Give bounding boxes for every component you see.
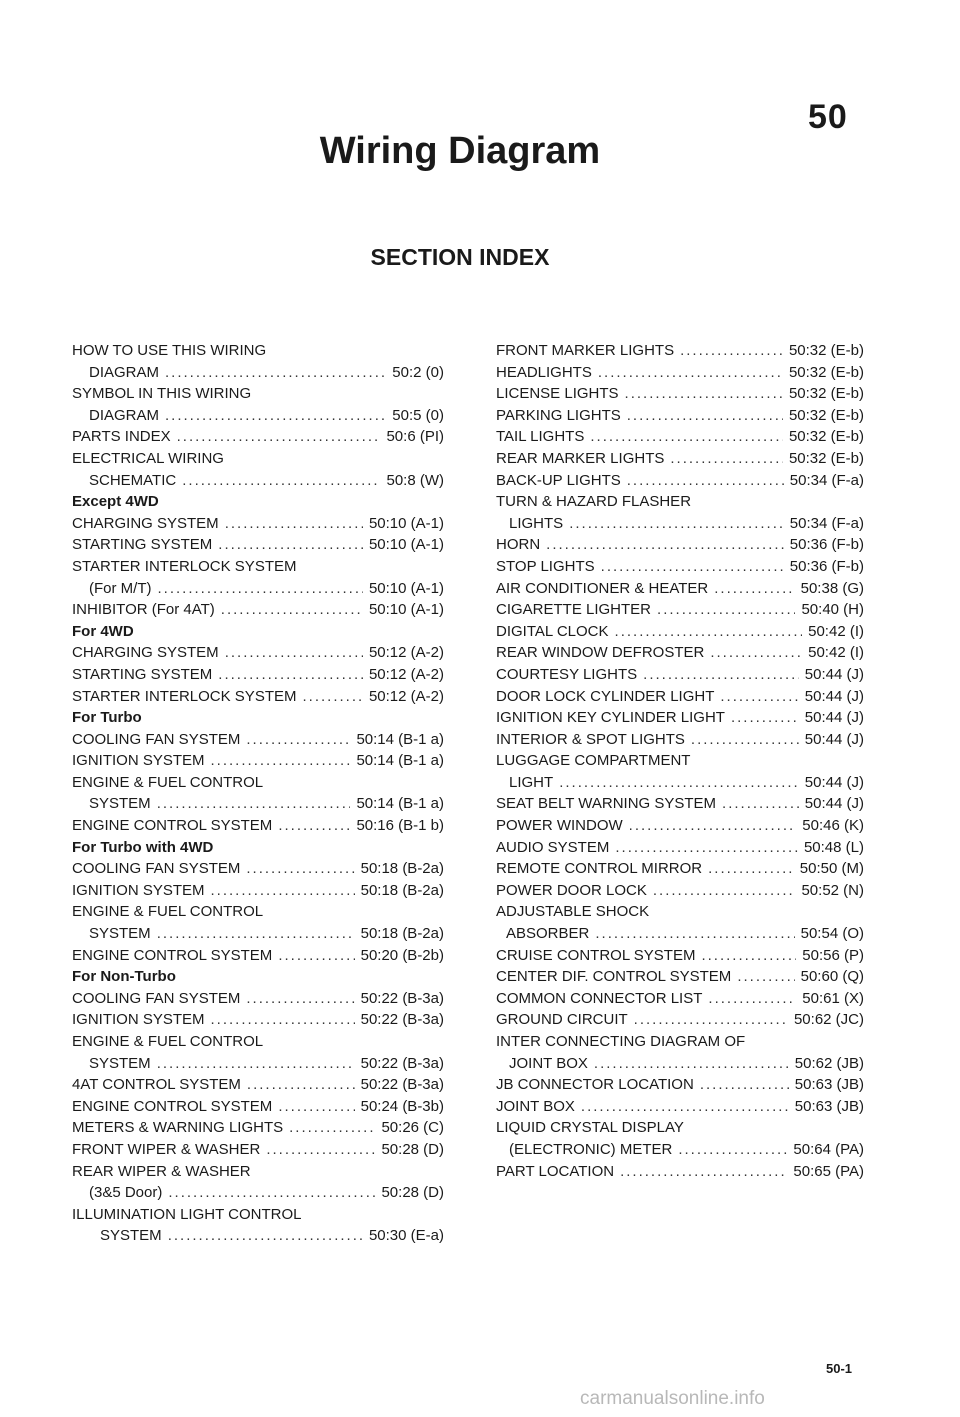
index-entry-label: AIR CONDITIONER & HEATER (496, 579, 709, 597)
index-entry-label: BACK-UP LIGHTS (496, 471, 621, 489)
dot-leader (168, 1182, 375, 1204)
index-entry (496, 362, 864, 384)
index-entry-page-ref: 50:38 (G) (800, 579, 864, 597)
index-group-heading (72, 837, 444, 859)
index-entry (72, 880, 444, 902)
index-entry (72, 405, 444, 427)
index-entry-label: GROUND CIRCUIT (496, 1011, 628, 1029)
index-entry-label: STARTING SYSTEM (72, 665, 213, 683)
index-entry-label: For Non-Turbo (72, 968, 176, 986)
index-entry-page-ref: 50:22 (B-3a) (360, 1076, 444, 1094)
index-entry (496, 621, 864, 643)
index-entry (72, 383, 444, 405)
index-entry (496, 1161, 864, 1183)
index-entry-label: POWER DOOR LOCK (496, 881, 647, 899)
index-entry (496, 988, 864, 1010)
index-entry-label: REAR MARKER LIGHTS (496, 449, 665, 467)
dot-leader (177, 426, 381, 448)
dot-leader (708, 858, 794, 880)
dot-leader (629, 815, 797, 837)
index-entry (496, 664, 864, 686)
index-entry-page-ref: 50:48 (L) (803, 838, 864, 856)
index-entry-label: LICENSE LIGHTS (496, 385, 619, 403)
index-entry-label: IGNITION SYSTEM (72, 1011, 205, 1029)
index-entry-label: SYSTEM (89, 1054, 151, 1072)
index-entry-label: ENGINE CONTROL SYSTEM (72, 817, 273, 835)
index-entry (496, 578, 864, 600)
dot-leader (246, 858, 354, 880)
index-entry-label: JOINT BOX (509, 1054, 588, 1072)
index-entry (72, 1117, 444, 1139)
index-entry (496, 513, 864, 535)
index-entry-label: IGNITION KEY CYLINDER LIGHT (496, 709, 725, 727)
index-entry-page-ref: 50:44 (J) (804, 773, 864, 791)
dot-leader (720, 686, 798, 708)
dot-leader (594, 1053, 789, 1075)
index-entry-page-ref: 50:50 (M) (799, 860, 864, 878)
index-entry (496, 729, 864, 751)
index-entry-label: ENGINE & FUEL CONTROL (72, 1033, 264, 1050)
index-entry-label: SYSTEM (89, 795, 151, 813)
index-entry-page-ref: 50:56 (P) (802, 946, 864, 964)
index-entry-label: CRUISE CONTROL SYSTEM (496, 946, 696, 964)
index-entry-label: JB CONNECTOR LOCATION (496, 1076, 694, 1094)
dot-leader (247, 1074, 355, 1096)
index-entry (496, 599, 864, 621)
dot-leader (657, 599, 795, 621)
index-entry-page-ref: 50:40 (H) (801, 601, 864, 619)
index-entry-page-ref: 50:18 (B-2a) (360, 925, 444, 943)
index-entry-page-ref: 50:12 (A-2) (368, 687, 444, 705)
index-entry (72, 1074, 444, 1096)
index-entry (496, 448, 864, 470)
dot-leader (168, 1225, 363, 1247)
index-entry (496, 1139, 864, 1161)
index-entry-label: Except 4WD (72, 493, 159, 511)
index-entry (72, 556, 444, 578)
index-entry (496, 966, 864, 988)
dot-leader (581, 1096, 789, 1118)
index-entry (72, 1053, 444, 1075)
index-entry-page-ref: 50:5 (0) (392, 406, 444, 424)
page-footer-number: 50-1 (826, 1361, 853, 1376)
index-entry-page-ref: 50:54 (O) (800, 925, 864, 943)
dot-leader (157, 793, 351, 815)
dot-leader (218, 664, 363, 686)
dot-leader (620, 1161, 787, 1183)
index-entry (72, 923, 444, 945)
index-entry-label: REAR WINDOW DEFROSTER (496, 644, 705, 662)
index-entry (72, 426, 444, 448)
index-entry-label: For Turbo with 4WD (72, 838, 214, 856)
index-entry-page-ref: 50:32 (E-b) (788, 363, 864, 381)
dot-leader (615, 621, 803, 643)
index-entry-label: INTER CONNECTING DIAGRAM OF (496, 1033, 746, 1050)
index-entry-label: DIGITAL CLOCK (496, 622, 609, 640)
index-entry-label: SYSTEM (100, 1227, 162, 1245)
index-entry-page-ref: 50:42 (I) (808, 644, 864, 662)
dot-leader (289, 1117, 375, 1139)
dot-leader (211, 1009, 355, 1031)
index-entry-page-ref: 50:52 (N) (801, 881, 864, 899)
index-entry-label: HORN (496, 536, 541, 554)
index-entry (496, 880, 864, 902)
index-entry-page-ref: 50:42 (I) (808, 622, 864, 640)
index-entry-page-ref: 50:18 (B-2a) (360, 881, 444, 899)
dot-leader (710, 642, 802, 664)
index-entry (496, 426, 864, 448)
index-entry-page-ref: 50:28 (D) (381, 1184, 444, 1202)
index-group-heading (72, 491, 444, 513)
index-entry-page-ref: 50:36 (F-b) (789, 557, 864, 575)
index-entry (72, 1204, 444, 1226)
index-entry-label: PART LOCATION (496, 1162, 615, 1180)
index-entry-label: STOP LIGHTS (496, 557, 595, 575)
index-entry-label: DIAGRAM (89, 406, 160, 424)
index-entry-page-ref: 50:36 (F-b) (789, 536, 864, 554)
index-entry (72, 1225, 444, 1247)
dot-leader (634, 1009, 788, 1031)
index-entry-label: (For M/T) (89, 579, 152, 597)
index-entry-label: IGNITION SYSTEM (72, 881, 205, 899)
index-entry-label: CHARGING SYSTEM (72, 644, 219, 662)
index-entry (496, 858, 864, 880)
index-entry-label: For Turbo (72, 709, 142, 727)
index-entry-label: HEADLIGHTS (496, 363, 592, 381)
dot-leader (700, 1074, 789, 1096)
index-entry-label: ENGINE CONTROL SYSTEM (72, 946, 273, 964)
index-entry (72, 1182, 444, 1204)
index-entry (496, 1053, 864, 1075)
index-entry (496, 945, 864, 967)
index-entry-page-ref: 50:65 (PA) (793, 1162, 864, 1180)
index-entry (496, 534, 864, 556)
index-entry-page-ref: 50:14 (B-1 a) (356, 795, 444, 813)
dot-leader (182, 470, 380, 492)
index-entry (72, 729, 444, 751)
dot-leader (266, 1139, 375, 1161)
index-entry (72, 1009, 444, 1031)
index-entry-page-ref: 50:20 (B-2b) (360, 946, 444, 964)
index-entry (72, 686, 444, 708)
index-entry-page-ref: 50:61 (X) (802, 989, 864, 1007)
index-entry (72, 988, 444, 1010)
index-entry (496, 837, 864, 859)
index-entry-label: LIGHT (509, 773, 554, 791)
index-entry-label: COOLING FAN SYSTEM (72, 730, 241, 748)
index-left-column (72, 340, 444, 1247)
index-entry (72, 1161, 444, 1183)
index-entry-label: SEAT BELT WARNING SYSTEM (496, 795, 717, 813)
watermark: carmanualsonline.info (580, 1388, 765, 1409)
index-entry (496, 383, 864, 405)
index-entry (72, 793, 444, 815)
dot-leader (278, 815, 350, 837)
index-entry-page-ref: 50:32 (E-b) (788, 428, 864, 446)
index-entry-label: ABSORBER (506, 925, 590, 943)
dot-leader (221, 599, 363, 621)
dot-leader (627, 470, 784, 492)
index-entry-label: LIGHTS (509, 514, 564, 532)
index-entry-label: FRONT WIPER & WASHER (72, 1140, 261, 1158)
index-entry-page-ref: 50:10 (A-1) (368, 579, 444, 597)
index-entry-page-ref: 50:34 (F-a) (789, 471, 864, 489)
index-entry (72, 1096, 444, 1118)
index-entry-label: AUDIO SYSTEM (496, 838, 610, 856)
index-entry-label: REMOTE CONTROL MIRROR (496, 860, 703, 878)
dot-leader (714, 578, 794, 600)
dot-leader (653, 880, 796, 902)
index-entry (72, 340, 444, 362)
dot-leader (165, 405, 386, 427)
index-entry-label: CHARGING SYSTEM (72, 514, 219, 532)
index-entry-page-ref: 50:62 (JC) (793, 1011, 864, 1029)
index-entry (496, 470, 864, 492)
dot-leader (625, 383, 783, 405)
index-entry-label: POWER WINDOW (496, 817, 623, 835)
dot-leader (278, 945, 354, 967)
index-entry (496, 405, 864, 427)
index-entry (72, 513, 444, 535)
index-entry-page-ref: 50:44 (J) (804, 730, 864, 748)
index-entry (72, 599, 444, 621)
index-group-heading (72, 621, 444, 643)
index-entry (496, 750, 864, 772)
index-entry-label: CENTER DIF. CONTROL SYSTEM (496, 968, 732, 986)
index-entry (72, 750, 444, 772)
index-entry-label: 4AT CONTROL SYSTEM (72, 1076, 241, 1094)
section-heading: SECTION INDEX (370, 244, 550, 270)
index-entry (72, 362, 444, 384)
dot-leader (225, 642, 363, 664)
index-entry-page-ref: 50:46 (K) (802, 817, 864, 835)
index-entry-label: ADJUSTABLE SHOCK (496, 903, 650, 921)
index-entry (72, 1031, 444, 1053)
index-entry (496, 1117, 864, 1139)
page-title: Wiring Diagram (319, 130, 601, 172)
index-entry (496, 793, 864, 815)
index-entry-label: ELECTRICAL WIRING (72, 449, 224, 467)
index-entry (496, 815, 864, 837)
dot-leader (590, 426, 783, 448)
index-entry (72, 772, 444, 794)
index-entry (496, 707, 864, 729)
index-entry-label: COOLING FAN SYSTEM (72, 989, 241, 1007)
index-entry-page-ref: 50:2 (0) (392, 363, 444, 381)
dot-leader (708, 988, 796, 1010)
index-entry-page-ref: 50:64 (PA) (793, 1140, 864, 1158)
index-entry-label: COURTESY LIGHTS (496, 665, 638, 683)
index-entry-page-ref: 50:24 (B-3b) (360, 1097, 444, 1115)
index-entry-label: SYSTEM (89, 925, 151, 943)
dot-leader (157, 923, 355, 945)
index-entry-label: TAIL LIGHTS (496, 428, 585, 446)
index-entry-label: COMMON CONNECTOR LIST (496, 989, 703, 1007)
index-entry-page-ref: 50:32 (E-b) (788, 385, 864, 403)
index-entry-page-ref: 50:34 (F-a) (789, 514, 864, 532)
index-entry-page-ref: 50:26 (C) (381, 1119, 444, 1137)
index-entry-label: HOW TO USE THIS WIRING (72, 342, 267, 359)
index-entry-label: FRONT MARKER LIGHTS (496, 342, 675, 359)
index-entry-page-ref: 50:12 (A-2) (368, 644, 444, 662)
index-entry-page-ref: 50:32 (E-b) (788, 406, 864, 424)
dot-leader (595, 923, 794, 945)
dot-leader (737, 966, 794, 988)
index-entry-page-ref: 50:14 (B-1 a) (356, 730, 444, 748)
dot-leader (569, 513, 784, 535)
index-entry-label: PARKING LIGHTS (496, 406, 621, 424)
dot-leader (731, 707, 799, 729)
index-entry-label: COOLING FAN SYSTEM (72, 860, 241, 878)
index-entry-page-ref: 50:32 (E-b) (788, 342, 864, 359)
index-entry-page-ref: 50:22 (B-3a) (360, 1054, 444, 1072)
index-entry-page-ref: 50:22 (B-3a) (360, 989, 444, 1007)
index-entry-page-ref: 50:62 (JB) (794, 1054, 864, 1072)
dot-leader (165, 362, 386, 384)
index-entry (72, 578, 444, 600)
index-entry-label: STARTING SYSTEM (72, 536, 213, 554)
index-entry (496, 1096, 864, 1118)
index-entry-label: ENGINE & FUEL CONTROL (72, 773, 264, 791)
index-entry-label: REAR WIPER & WASHER (72, 1162, 251, 1180)
index-group-heading (72, 707, 444, 729)
index-entry-page-ref: 50:22 (B-3a) (360, 1011, 444, 1029)
index-entry-page-ref: 50:10 (A-1) (368, 601, 444, 619)
index-entry (72, 534, 444, 556)
dot-leader (643, 664, 799, 686)
index-entry (496, 340, 864, 362)
index-entry-page-ref: 50:10 (A-1) (368, 536, 444, 554)
index-entry (72, 858, 444, 880)
dot-leader (157, 1053, 355, 1075)
dot-leader (701, 945, 796, 967)
dot-leader (627, 405, 783, 427)
index-entry-page-ref: 50:63 (JB) (794, 1097, 864, 1115)
index-entry-label: STARTER INTERLOCK SYSTEM (72, 557, 297, 575)
index-entry-label: (ELECTRONIC) METER (509, 1140, 673, 1158)
dot-leader (670, 448, 783, 470)
index-entry-page-ref: 50:44 (J) (804, 795, 864, 813)
index-entry-page-ref: 50:16 (B-1 b) (356, 817, 444, 835)
index-entry-label: CIGARETTE LIGHTER (496, 601, 652, 619)
index-entry-page-ref: 50:12 (A-2) (368, 665, 444, 683)
index-entry (72, 642, 444, 664)
index-entry-label: PARTS INDEX (72, 428, 171, 446)
index-group-heading (72, 966, 444, 988)
dot-leader (157, 578, 362, 600)
index-entry (496, 772, 864, 794)
index-entry (72, 901, 444, 923)
index-entry (72, 470, 444, 492)
dot-leader (615, 837, 798, 859)
index-entry-page-ref: 50:32 (E-b) (788, 449, 864, 467)
index-entry-label: INHIBITOR (For 4AT) (72, 601, 215, 619)
index-entry (496, 491, 864, 513)
dot-leader (601, 556, 784, 578)
index-entry (496, 1009, 864, 1031)
index-entry (496, 1031, 864, 1053)
dot-leader (246, 729, 350, 751)
index-entry-label: For 4WD (72, 622, 134, 640)
dot-leader (218, 534, 363, 556)
index-entry-label: SCHEMATIC (89, 471, 177, 489)
index-entry (72, 664, 444, 686)
index-entry-label: LUGGAGE COMPARTMENT (496, 752, 691, 770)
index-entry-label: LIQUID CRYSTAL DISPLAY (496, 1119, 684, 1137)
index-entry (72, 448, 444, 470)
index-entry-page-ref: 50:63 (JB) (794, 1076, 864, 1094)
index-entry (72, 1139, 444, 1161)
index-entry-page-ref: 50:10 (A-1) (368, 514, 444, 532)
index-entry (72, 945, 444, 967)
dot-leader (211, 750, 351, 772)
dot-leader (678, 1139, 787, 1161)
index-entry-label: IGNITION SYSTEM (72, 752, 205, 770)
index-entry-page-ref: 50:6 (PI) (386, 428, 444, 446)
index-entry-page-ref: 50:60 (Q) (800, 968, 864, 986)
index-entry-page-ref: 50:30 (E-a) (368, 1227, 444, 1245)
dot-leader (546, 534, 784, 556)
index-entry-page-ref: 50:8 (W) (386, 471, 444, 489)
dot-leader (680, 340, 783, 362)
index-entry-page-ref: 50:44 (J) (804, 665, 864, 683)
index-entry (496, 556, 864, 578)
index-entry-label: SYMBOL IN THIS WIRING (72, 385, 252, 403)
index-entry-label: INTERIOR & SPOT LIGHTS (496, 730, 685, 748)
dot-leader (278, 1096, 354, 1118)
index-entry (496, 686, 864, 708)
index-entry (496, 901, 864, 923)
index-entry-label: ENGINE & FUEL CONTROL (72, 903, 264, 921)
index-entry-label: (3&5 Door) (89, 1184, 163, 1202)
section-number: 50 (808, 98, 848, 136)
index-entry (72, 815, 444, 837)
index-entry-page-ref: 50:18 (B-2a) (360, 860, 444, 878)
index-right-column (496, 340, 864, 1182)
index-entry-label: STARTER INTERLOCK SYSTEM (72, 687, 297, 705)
index-entry-label: TURN & HAZARD FLASHER (496, 493, 692, 511)
index-entry (496, 1074, 864, 1096)
index-entry-label: METERS & WARNING LIGHTS (72, 1119, 284, 1137)
dot-leader (722, 793, 799, 815)
dot-leader (598, 362, 783, 384)
index-entry-page-ref: 50:14 (B-1 a) (356, 752, 444, 770)
index-entry-label: DOOR LOCK CYLINDER LIGHT (496, 687, 715, 705)
index-entry (496, 923, 864, 945)
index-entry-label: ILLUMINATION LIGHT CONTROL (72, 1205, 302, 1223)
dot-leader (211, 880, 355, 902)
dot-leader (691, 729, 799, 751)
dot-leader (302, 686, 362, 708)
dot-leader (559, 772, 799, 794)
index-entry-page-ref: 50:44 (J) (804, 709, 864, 727)
dot-leader (246, 988, 354, 1010)
dot-leader (225, 513, 363, 535)
index-entry-label: DIAGRAM (89, 363, 160, 381)
index-entry-page-ref: 50:28 (D) (381, 1140, 444, 1158)
index-entry-page-ref: 50:44 (J) (804, 687, 864, 705)
index-entry (496, 642, 864, 664)
index-entry-label: JOINT BOX (496, 1097, 575, 1115)
index-entry-label: ENGINE CONTROL SYSTEM (72, 1097, 273, 1115)
